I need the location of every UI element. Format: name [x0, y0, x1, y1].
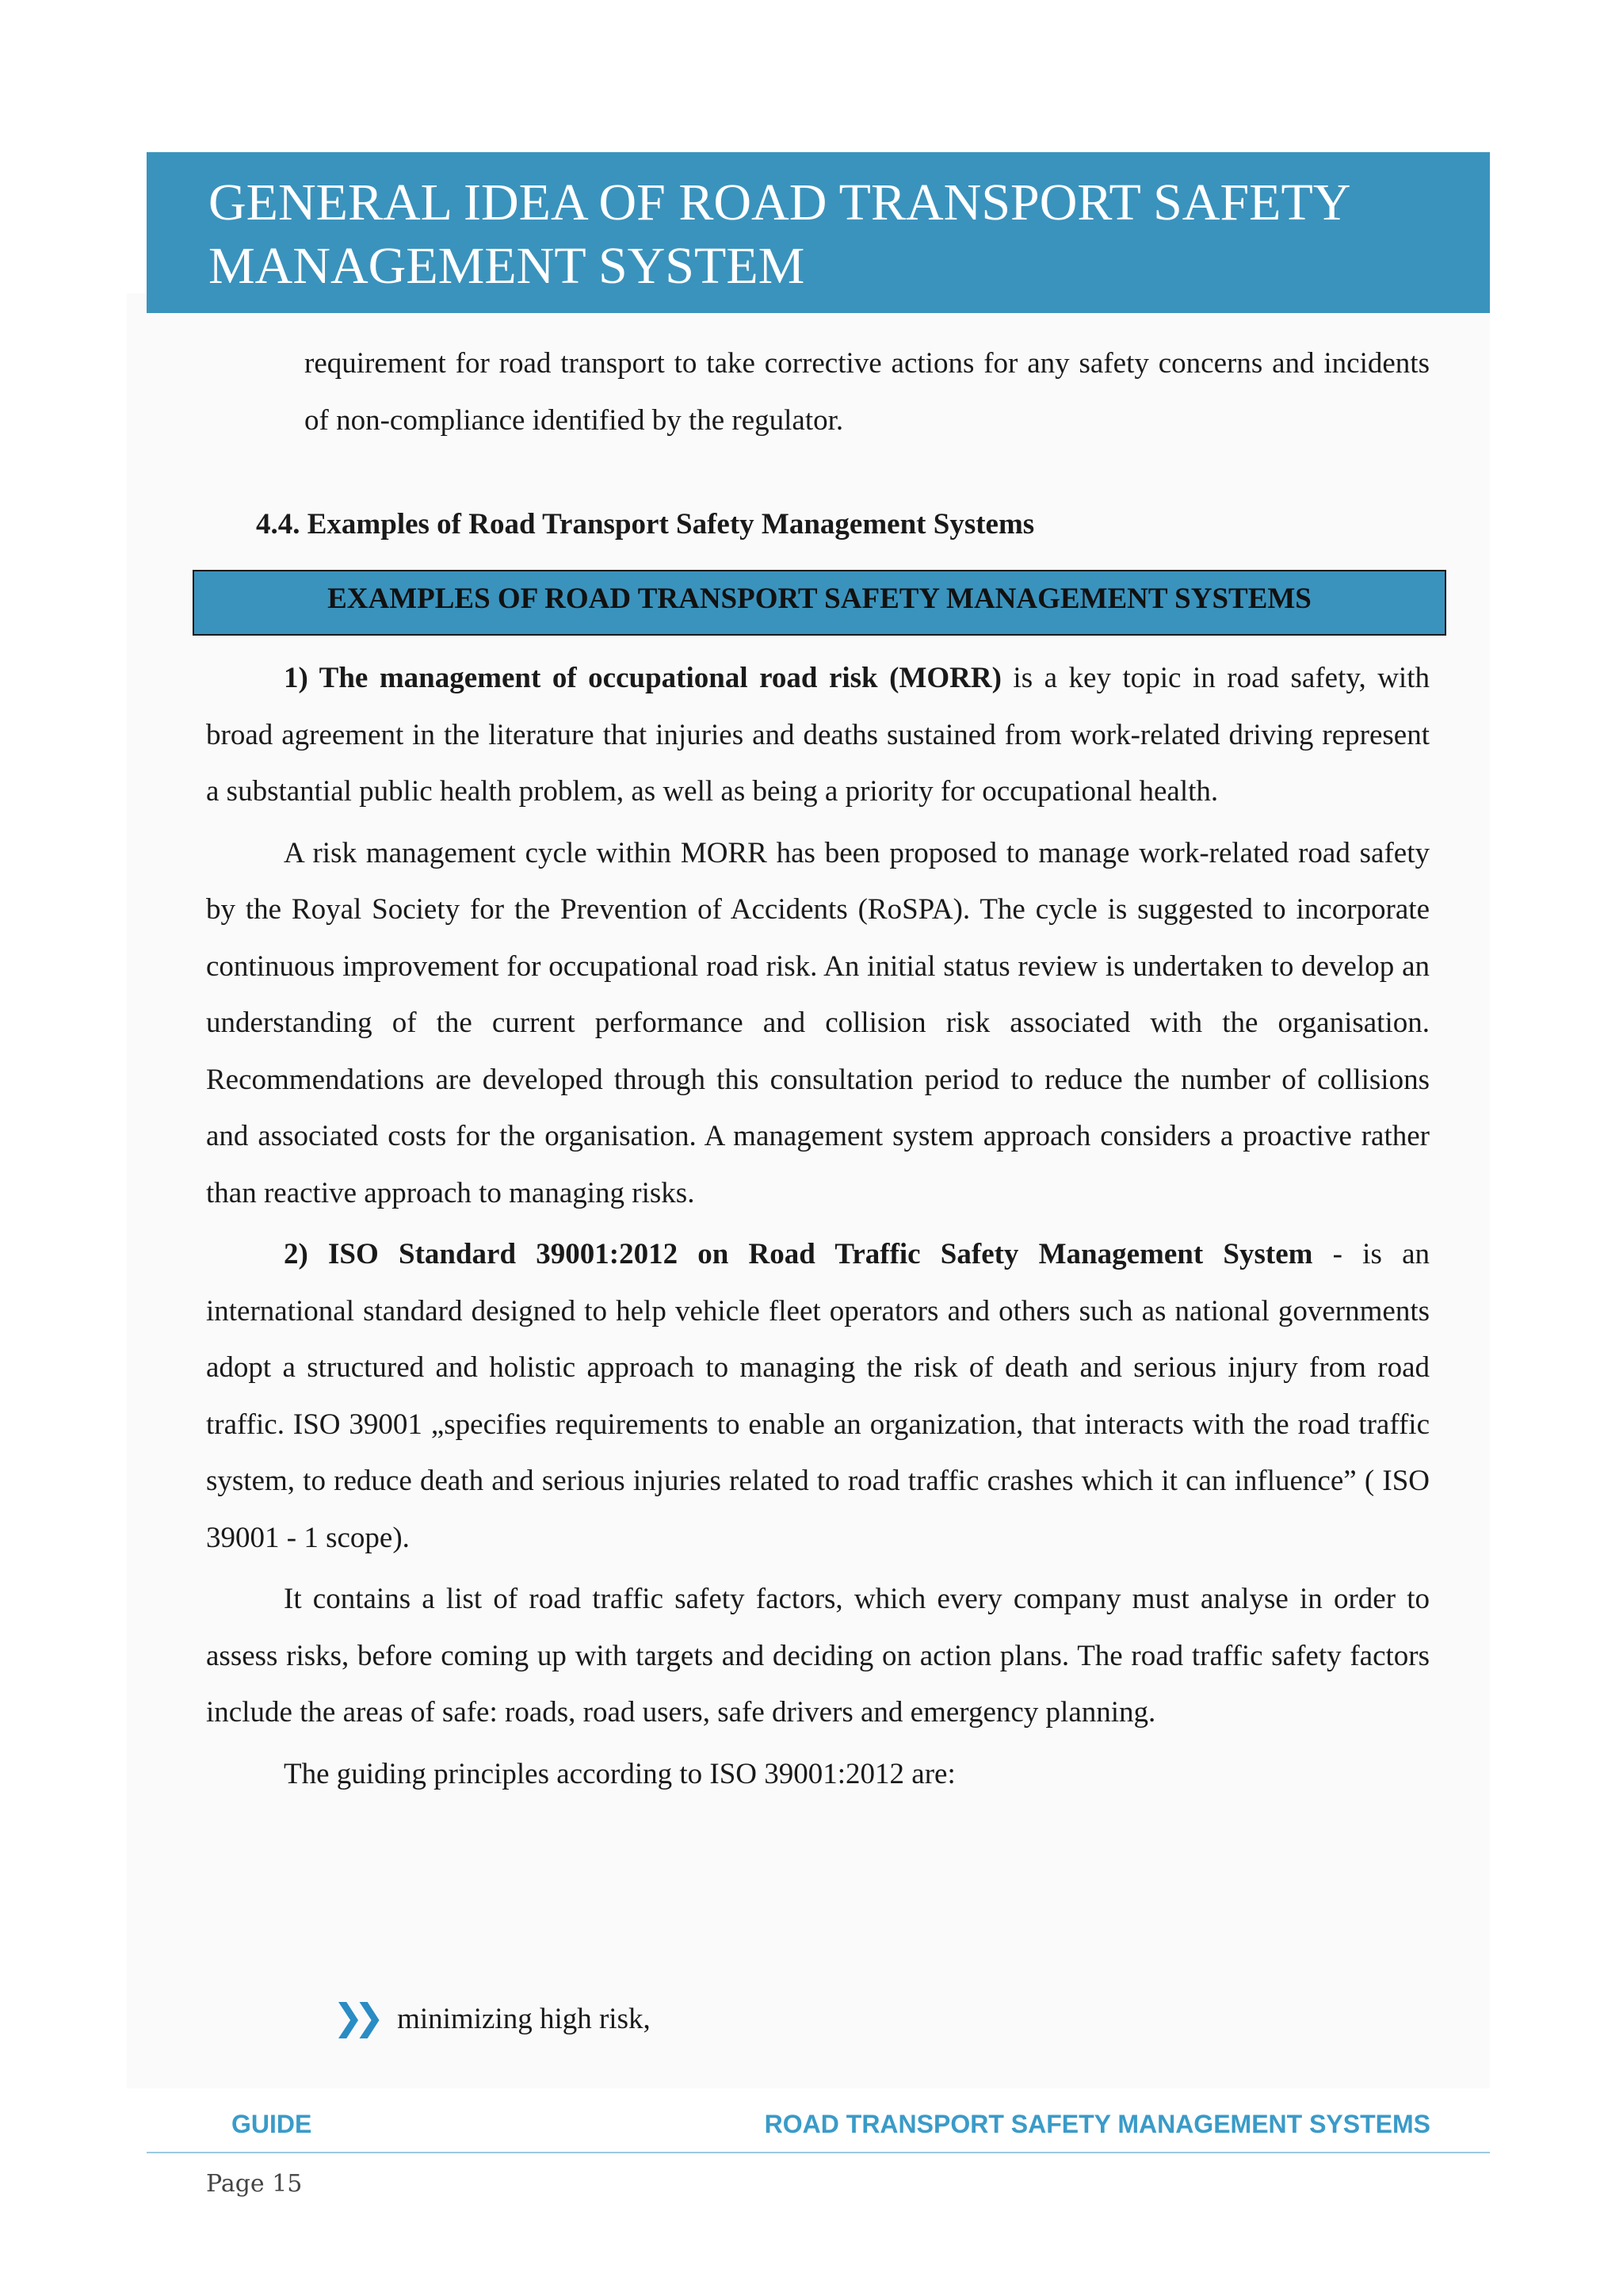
list-item [333, 1993, 651, 2043]
page-number: Page 15 [206, 2170, 303, 2198]
examples-title-box: EXAMPLES OF ROAD TRANSPORT SAFETY MANAGEMENT SYSTEMS [193, 570, 1446, 636]
section-heading: 4.4. Examples of Road Transport Safety Management Systems [256, 508, 1035, 541]
iso-text: - is an international standard designed to help vehicle fleet operators and others such as national governments adopt a structured and holistic approach to managing the risk of death and serious injury from road traffic. ISO 39001 „specifies requirements to enable an organization, that interacts with the road traffic system, to reduce death and serious injuries related to road traffic crashes which it can influence” ( ISO 39001 - 1 scope). [206, 1238, 1430, 1554]
continuation-paragraph: requirement for road transport to take corrective actions for any safety concerns and incidents of non-compliance identified by the regulator. [304, 347, 1430, 437]
chapter-title-line-2: MANAGEMENT SYSTEM [208, 237, 805, 295]
footer-divider [147, 2152, 1490, 2153]
morr-text: is a key topic in road safety, with broad agreement in the literature that injuries and deaths sustained from work-related driving represent a substantial public health problem, as well as being a priority for occupational health. [206, 662, 1430, 808]
double-chevron-right-icon: ❯❯ [333, 1996, 376, 2038]
chapter-title-line-1: GENERAL IDEA OF ROAD TRANSPORT SAFETY [208, 174, 1351, 231]
paragraph-guiding-principles: The guiding principles according to ISO 39001:2012 are: [284, 1757, 956, 1790]
paragraph-morr [206, 650, 1430, 820]
footer-document-title: ROAD TRANSPORT SAFETY MANAGEMENT SYSTEMS [764, 2110, 1430, 2138]
morr-bold-lead: 1) The management of occupational road risk (MORR) [284, 662, 1002, 694]
paragraph-rospa-cycle: A risk management cycle within MORR has been proposed to manage work-related road safety by the Royal Society for the Prevention of Accidents (RoSPA). The cycle is suggested to incorporate continuous improvement for occupational road risk. An initial status review is undertaken to develop an understanding of the current performance and collision risk associated with the organisation. Recommendations are developed through this consultation period to reduce the number of collisions and associated costs for the organisation. A management system approach considers a proactive rather than reactive approach to managing risks. [206, 836, 1430, 1209]
paragraph-safety-factors: It contains a list of road traffic safety factors, which every company must analyse in order to assess risks, before coming up with targets and deciding on action plans. The road traffic safety factors include the areas of safe: roads, road users, safe drivers and emergency planning. [206, 1583, 1430, 1729]
footer-guide-label: GUIDE [231, 2110, 312, 2138]
main-content [206, 650, 1430, 1807]
paragraph-iso [206, 1226, 1430, 1566]
chapter-header-banner [147, 152, 1490, 313]
iso-bold-lead: 2) ISO Standard 39001:2012 on Road Traffic Safety Management System [284, 1238, 1313, 1270]
bullet-text: minimizing high risk, [397, 2003, 651, 2035]
